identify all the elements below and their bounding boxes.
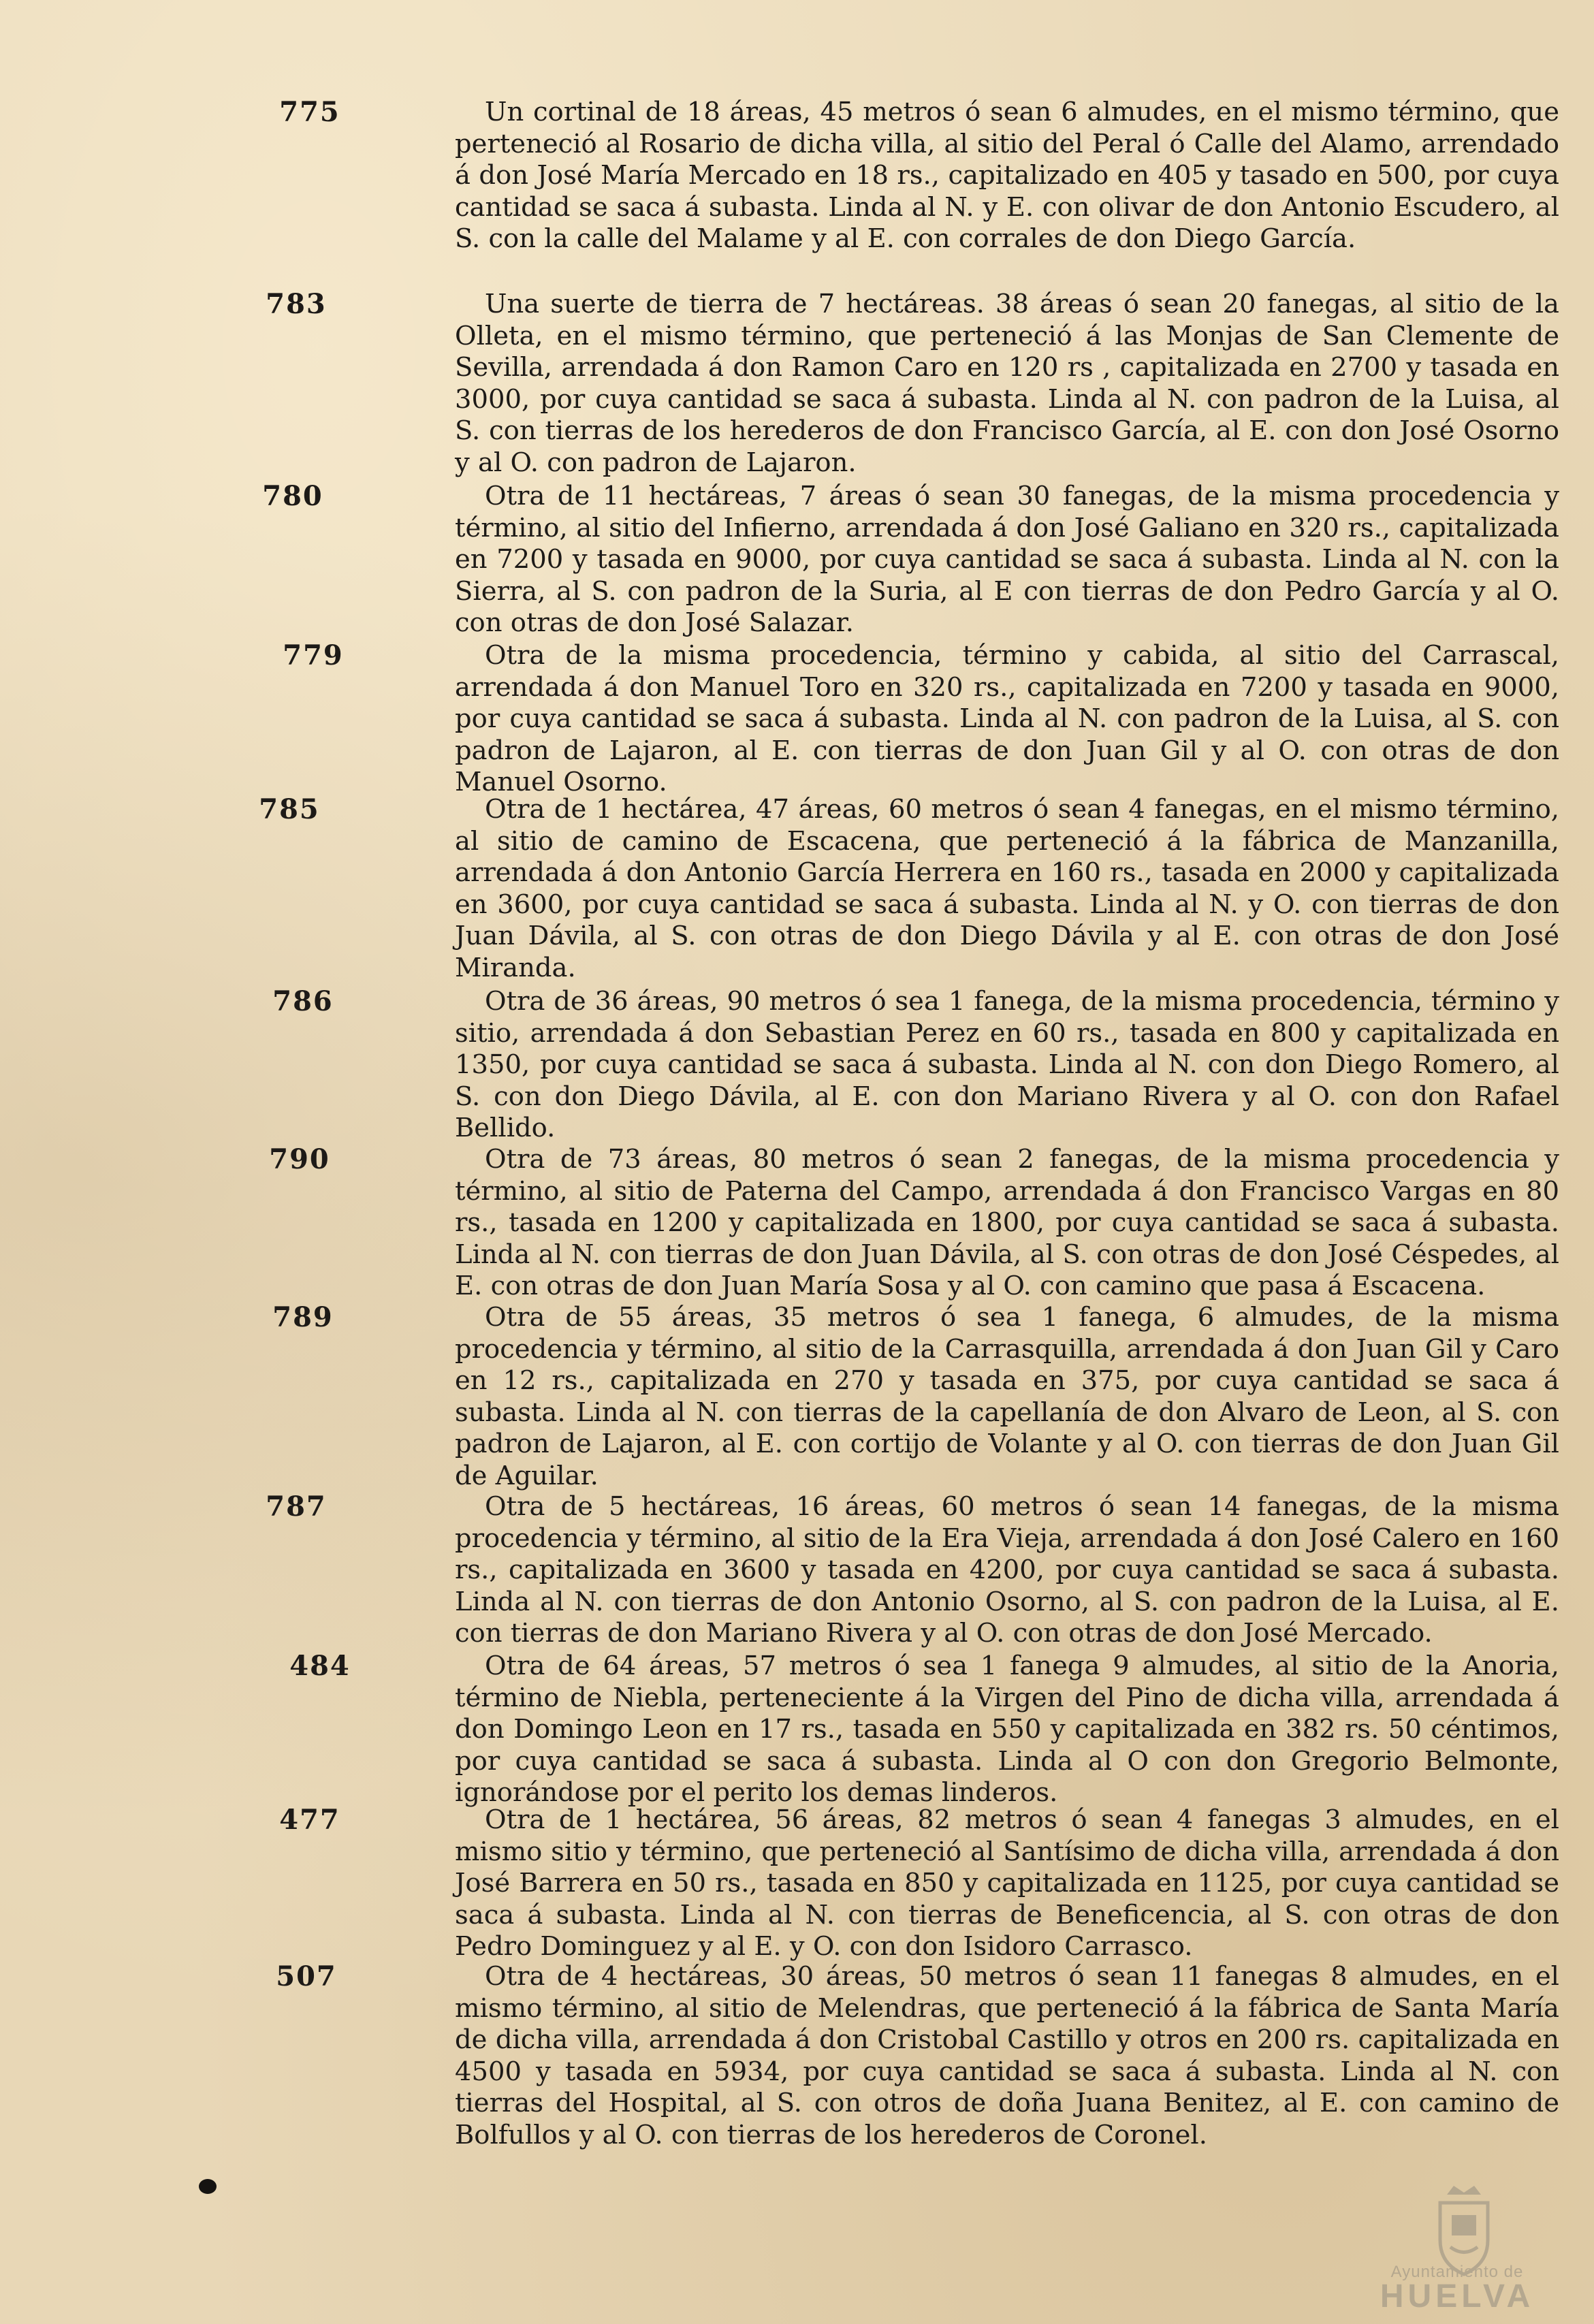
lot-number: 790 xyxy=(269,1143,330,1175)
lot-description: Una suerte de tierra de 7 hectáreas. 38 áreas ó sean 20 fanegas, al sitio de la Olleta, en el mismo término, que perteneció á las Monjas de San Clemente de Sevilla, arrendada á don Ramon Caro en 120 rs , capitalizada en 2700 y tasada en 3000, por cuya cantidad se saca á subasta. Linda al N. con padron de la Luisa, al S. con tierras de los herederos de don Francisco García, al E. con don José Osorno y al O. con padron de Lajaron. xyxy=(455,289,1559,478)
lot-number: 785 xyxy=(259,793,320,825)
lot-number: 484 xyxy=(289,1650,351,1682)
ink-spot xyxy=(199,2179,217,2194)
watermark-line-2: HUELVA xyxy=(1380,2278,1535,2314)
lot-description: Otra de 1 hectárea, 56 áreas, 82 metros ó sean 4 fanegas 3 almudes, en el mismo sitio y término, que perteneció al Santísimo de dicha villa, arrendada á don José Barrera en 50 rs., tasada en 850 y capitalizada en 1125, por cuya cantidad se saca á subasta. Linda al N. con tierras de Beneficencia, al S. con otras de don Pedro Dominguez y al E. y O. con don Isidoro Carrasco. xyxy=(455,1804,1559,1962)
lot-number: 783 xyxy=(266,288,327,320)
lot-description: Otra de 64 áreas, 57 metros ó sea 1 fanega 9 almudes, al sitio de la Anoria, término de Niebla, perteneciente á la Virgen del Pino de dicha villa, arrendada á don Domingo Leon en 17 rs., tasada en 550 y capitalizada en 382 rs. 50 céntimos, por cuya cantidad se saca á subasta. Linda al O con don Gregorio Belmonte, ignorándose por el perito los demas linderos. xyxy=(455,1651,1559,1809)
lot-description: Otra de 11 hectáreas, 7 áreas ó sean 30 fanegas, de la misma procedencia y término, al sitio del Infierno, arrendada á don José Galiano en 320 rs., capitalizada en 7200 y tasada en 9000, por cuya cantidad se saca á subasta. Linda al N. con la Sierra, al S. con padron de la Suria, al E con tierras de don Pedro García y al O. con otras de don José Salazar. xyxy=(455,481,1559,639)
lot-number: 780 xyxy=(262,480,323,512)
lot-number: 507 xyxy=(276,1960,337,1992)
lot-description: Otra de 4 hectáreas, 30 áreas, 50 metros ó sean 11 fanegas 8 almudes, en el mismo término, al sitio de Melendras, que perteneció á la fábrica de Santa María de dicha villa, arrendada á don Cristobal Castillo y otros en 200 rs. capitalizada en 4500 y tasada en 5934, por cuya cantidad se saca á subasta. Linda al N. con tierras del Hospital, al S. con otros de doña Juana Benitez, al E. con camino de Bolfullos y al O. con tierras de los herederos de Coronel. xyxy=(455,1961,1559,2150)
lot-description: Un cortinal de 18 áreas, 45 metros ó sean 6 almudes, en el mismo término, que perteneció al Rosario de dicha villa, al sitio del Peral ó Calle del Alamo, arrendado á don José María Mercado en 18 rs., capitalizado en 405 y tasado en 500, por cuya cantidad se saca á subasta. Linda al N. y E. con olivar de don Antonio Escudero, al S. con la calle del Malame y al E. con corrales de don Diego García. xyxy=(455,97,1559,255)
watermark-seal xyxy=(1328,2182,1587,2319)
lot-description: Otra de 1 hectárea, 47 áreas, 60 metros ó sean 4 fanegas, en el mismo término, al sitio de camino de Escacena, que perteneció á la fábrica de Manzanilla, arrendada á don Antonio García Herrera en 160 rs., tasada en 2000 y capitalizada en 3600, por cuya cantidad se saca á subasta. Linda al N. y O. con tierras de don Juan Dávila, al S. con otras de don Diego Dávila y al E. con otras de don José Miranda. xyxy=(455,794,1559,983)
watermark-line-1: Ayuntamiento de xyxy=(1390,2263,1524,2281)
lot-description: Otra de 36 áreas, 90 metros ó sea 1 fanega, de la misma procedencia, término y sitio, arrendada á don Sebastian Perez en 60 rs., tasada en 800 y capitalizada en 1350, por cuya cantidad se saca á subasta. Linda al N. con don Diego Romero, al S. con don Diego Dávila, al E. con don Mariano Rivera y al O. con don Rafael Bellido. xyxy=(455,986,1559,1144)
lot-number: 789 xyxy=(272,1301,334,1333)
lot-description: Otra de 55 áreas, 35 metros ó sea 1 fanega, 6 almudes, de la misma procedencia y término, al sitio de la Carrasquilla, arrendada á don Juan Gil y Caro en 12 rs., capitalizada en 270 y tasada en 375, por cuya cantidad se saca á subasta. Linda al N. con tierras de la capellanía de don Alvaro de Leon, al S. con padron de Lajaron, al E. con cortijo de Volante y al O. con tierras de don Juan Gil de Aguilar. xyxy=(455,1302,1559,1491)
lot-description: Otra de 5 hectáreas, 16 áreas, 60 metros ó sean 14 fanegas, de la misma procedencia y término, al sitio de la Era Vieja, arrendada á don José Calero en 160 rs., capitalizada en 3600 y tasada en 4200, por cuya cantidad se saca á subasta. Linda al N. con tierras de don Antonio Osorno, al S. con padron de la Luisa, al E. con tierras de don Mariano Rivera y al O. con otras de don José Mercado. xyxy=(455,1491,1559,1649)
lot-description: Otra de 73 áreas, 80 metros ó sean 2 fanegas, de la misma procedencia y término, al sitio de Paterna del Campo, arrendada á don Francisco Vargas en 80 rs., tasada en 1200 y capitalizada en 1800, por cuya cantidad se saca á subasta. Linda al N. con tierras de don Juan Dávila, al S. con otras de don José Céspedes, al E. con otras de don Juan María Sosa y al O. con camino que pasa á Escacena. xyxy=(455,1144,1559,1302)
lot-number: 779 xyxy=(283,639,344,671)
lot-number: 775 xyxy=(279,96,340,128)
lot-number: 786 xyxy=(272,985,334,1017)
lot-number: 787 xyxy=(266,1491,327,1523)
lot-number: 477 xyxy=(279,1804,340,1836)
lot-description: Otra de la misma procedencia, término y cabida, al sitio del Carrascal, arrendada á don Manuel Toro en 320 rs., capitalizada en 7200 y tasada en 9000, por cuya cantidad se saca á subasta. Linda al N. con padron de la Luisa, al S. con padron de Lajaron, al E. con tierras de don Juan Gil y al O. con otras de don Manuel Osorno. xyxy=(455,640,1559,798)
